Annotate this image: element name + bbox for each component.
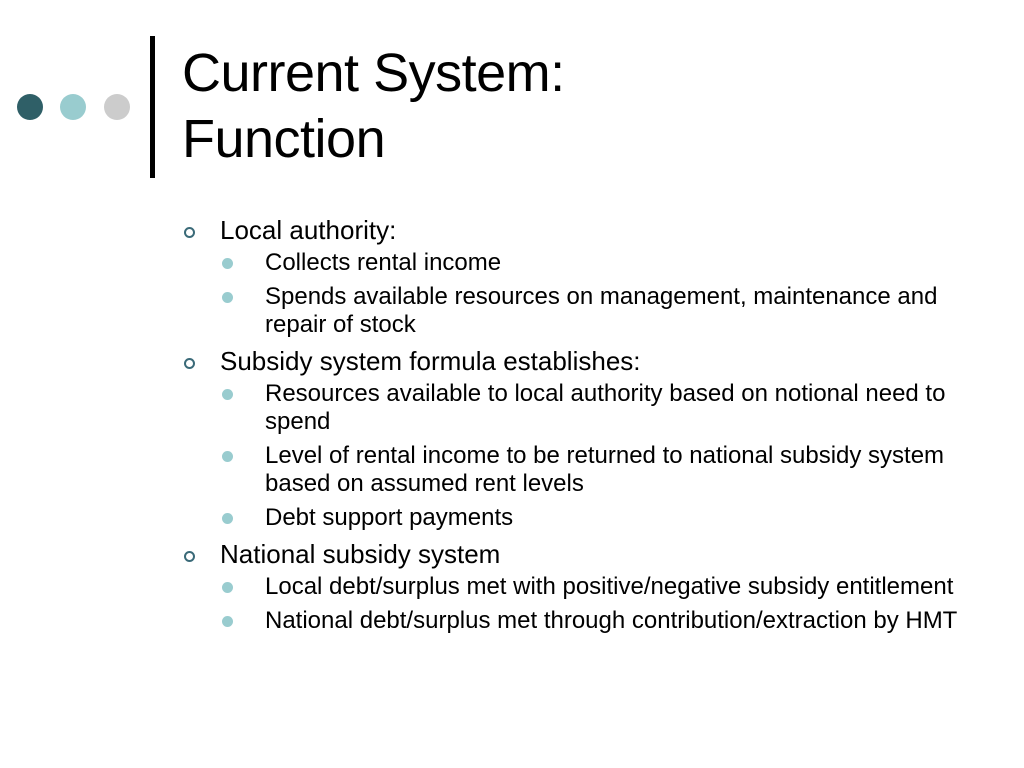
bullet-item [184,214,984,339]
sub-bullet-list [220,380,984,532]
sub-bullet-list [220,249,984,339]
bullet-item-text: Subsidy system formula establishes: [220,346,641,376]
slide-content [184,212,984,641]
sub-bullet-item [220,573,984,601]
sub-bullet-item-text: Resources available to local authority based on notional need to spend [265,380,946,435]
decorative-dot-light [104,94,130,120]
slide-title-line-1: Current System: [182,43,565,103]
sub-bullet-list [220,573,984,635]
bullet-item-text: National subsidy system [220,539,501,569]
sub-bullet-item-text: Level of rental income to be returned to national subsidy system based on assumed rent levels [265,442,945,497]
sub-bullet-item-text: Spends available resources on management, maintenance and repair of stock [265,283,938,338]
dot-bullet-icon [222,451,233,462]
ring-bullet-icon [184,358,195,369]
bullet-list [184,214,984,635]
decorative-dot-mid [60,94,86,120]
ring-bullet-icon [184,551,195,562]
bullet-item-text: Local authority: [220,215,397,245]
slide-title [182,40,565,172]
dot-bullet-icon [222,258,233,269]
dot-bullet-icon [222,389,233,400]
sub-bullet-item [220,442,984,498]
dot-bullet-icon [222,582,233,593]
sub-bullet-item [220,504,984,532]
sub-bullet-item [220,380,984,436]
bullet-item [184,538,984,635]
sub-bullet-item-text: Local debt/surplus met with positive/negative subsidy entitlement [265,573,954,600]
sub-bullet-item [220,607,984,635]
title-divider-rule [150,36,155,178]
decorative-dot-dark [17,94,43,120]
sub-bullet-item-text: National debt/surplus met through contribution/extraction by HMT [265,607,958,634]
sub-bullet-item [220,249,984,277]
dot-bullet-icon [222,616,233,627]
bullet-item [184,345,984,532]
dot-bullet-icon [222,513,233,524]
dot-bullet-icon [222,292,233,303]
sub-bullet-item [220,283,984,339]
slide-title-line-2: Function [182,109,386,169]
sub-bullet-item-text: Collects rental income [265,249,502,276]
sub-bullet-item-text: Debt support payments [265,504,514,531]
ring-bullet-icon [184,227,195,238]
